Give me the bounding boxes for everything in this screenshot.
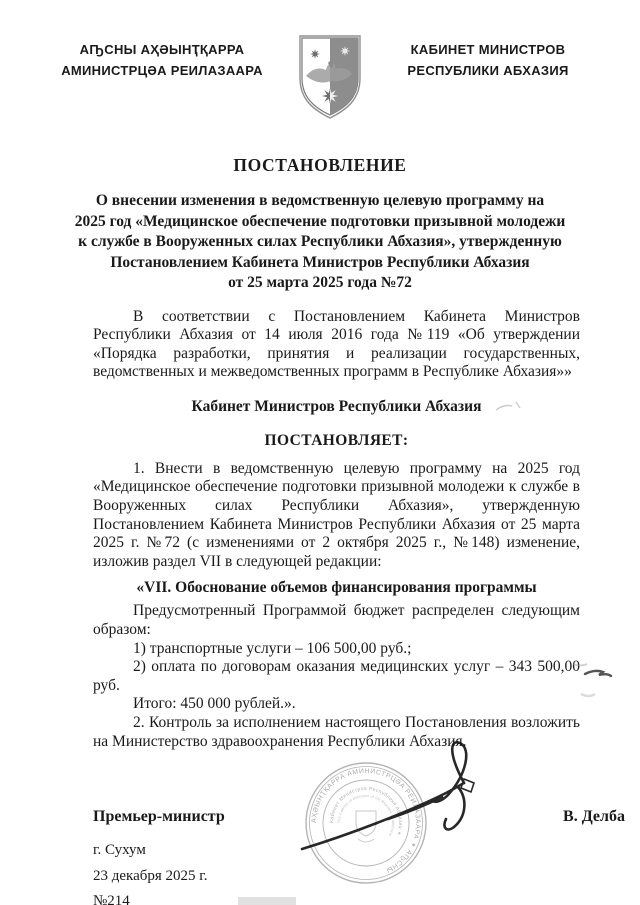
document-body (93, 308, 580, 752)
org-name-abkhaz (38, 40, 286, 82)
budget-intro-paragraph: Предусмотренный Программой бюджет распределен следующим образом: (93, 602, 580, 639)
org-russian-line1: КАБИНЕТ МИНИСТРОВ (410, 42, 566, 57)
signer-title: Премьер-министр (93, 808, 225, 826)
authority-line: Кабинет Министров Республики Абхазия (191, 397, 482, 415)
org-russian-line2: РЕСПУБЛИКИ АБХАЗИЯ (407, 62, 569, 78)
document-subtitle (60, 191, 580, 294)
official-stamp (288, 733, 498, 905)
date-line: 23 декабря 2025 г. (93, 868, 208, 885)
svg-text:The Cabinet of Ministers of th (337, 794, 395, 837)
resolves-line: ПОСТАНОВЛЯЕТ: (264, 431, 409, 449)
document-title: ПОСТАНОВЛЕНИЕ (233, 155, 407, 175)
signer-name: В. Делба (563, 808, 625, 826)
item-1-paragraph: 1. Внести в ведомственную целевую программу на 2025 год «Медицинское обеспечение подготовки призывной молодежи к службе в Вооруженных силах Республики Абхазия», утвержденную Постановлением Кабинета Министров Республики Абхазия от 25 марта 2025 г. №72 (с изменениями от 2 октября 2025 г., №148) изменение, изложив раздел VII в следующей редакции: (93, 459, 580, 570)
svg-text:АҲӘЫНҬҚАРРА АМИНИСТРЦӘА РЕИЛАЗ (311, 768, 421, 874)
place-line: г. Сухум (93, 842, 146, 859)
stamp-latin-ring-text: The Cabinet of Ministers of the Republic of Abkhazia (336, 793, 396, 837)
section-vii-heading: «VII. Обоснование объемов финансирования программы (136, 579, 537, 597)
org-abkhaz-line2: АМИНИСТРЦӘА РЕИЛАЗААРА (61, 62, 263, 78)
item-2-paragraph: 2. Контроль за исполнением настоящего Постановления возложить на Министерство здравоохранения Республики Абхазия. (93, 714, 580, 750)
budget-total-line: Итого: 450 000 рублей.». (133, 695, 296, 713)
stamp-inner-ring-text: Кабинет Министров Республики Абхазия ✶ (328, 785, 404, 837)
preamble-paragraph: В соответствии с Постановлением Кабинета Министров Республики Абхазия от 14 июля 2016 года №119 «Об утверждении «Порядка разработки, принятия и реализации государственных, ведомственных и межведомственных программ в Республике Абхазия»» (93, 307, 580, 381)
subtitle-line: О внесении изменения в ведомственную целевую программу на (95, 192, 545, 209)
budget-line-medical: 2) оплата по договорам оказания медицинских услуг – 343 500,00 руб. (93, 658, 580, 694)
ink-smudge (555, 650, 625, 710)
subtitle-line: от 25 марта 2025 года №72 (228, 274, 412, 291)
budget-line-transport: 1) транспортные услуги – 106 500,00 руб.; (133, 639, 412, 657)
abkhazia-coat-of-arms-icon (298, 34, 362, 125)
subtitle-line: 2025 год «Медицинское обеспечение подготовки призывной молодежи (74, 212, 566, 230)
subtitle-line: Постановлением Кабинета Министров Республики Абхазия (110, 253, 530, 271)
stamp-outer-ring-text: АҲӘЫНҬҚАРРА АМИНИСТРЦӘА РЕИЛАЗААРА ✶ АҦСНЫ (310, 767, 422, 874)
org-name-russian (374, 40, 602, 82)
document-number-line: №214 (93, 893, 130, 905)
scan-artifact (238, 897, 296, 905)
ink-smudge (488, 398, 528, 416)
document-header (0, 0, 640, 125)
subtitle-line: к службе в Вооруженных силах Республики Абхазия», утвержденную (78, 233, 562, 250)
org-abkhaz-line1: АҦСНЫ АҲӘЫНҬҚАРРА (79, 42, 245, 57)
round-seal-icon (306, 763, 426, 883)
